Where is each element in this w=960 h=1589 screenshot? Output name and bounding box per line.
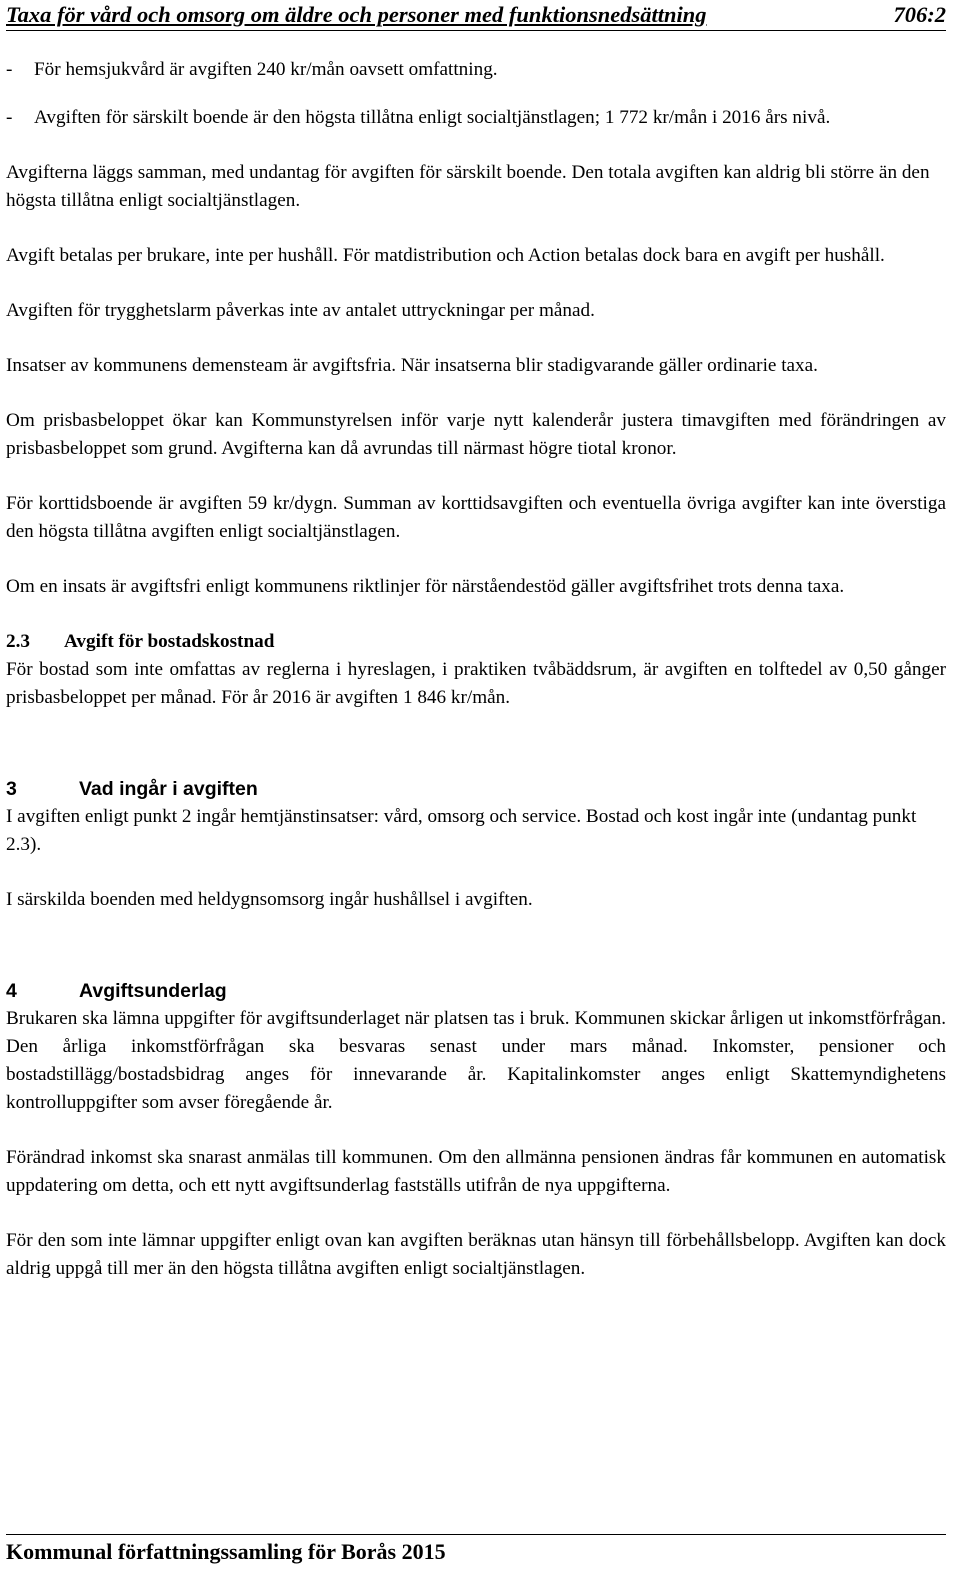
paragraph: Förändrad inkomst ska snarast anmälas till kommunen. Om den allmänna pensionen ändras får kommunen en automatisk uppdatering om detta, och ett nytt avgiftsunderlag fastställs utifrån de nya uppgifterna. bbox=[6, 1147, 946, 1196]
section-number: 3 bbox=[6, 778, 17, 800]
section-heading-3 bbox=[6, 775, 946, 803]
bullet-text: Avgiften för särskilt boende är den högsta tillåtna enligt socialtjänstlagen; 1 772 kr/mån i 2016 års nivå. bbox=[34, 107, 831, 128]
paragraph: Om prisbasbeloppet ökar kan Kommunstyrelsen inför varje nytt kalenderår justera timavgiften med förändringen av prisbasbeloppet som grund. Avgifterna kan då avrundas till närmast högre tiotal kronor. bbox=[6, 410, 946, 459]
page-footer bbox=[6, 1534, 946, 1565]
header-number: 706:2 bbox=[893, 2, 946, 27]
paragraph: I särskilda boenden med heldygnsomsorg ingår hushållsel i avgiften. bbox=[6, 889, 533, 910]
paragraph: Avgift betalas per brukare, inte per hushåll. För matdistribution och Action betalas dock bara en avgift per hushåll. bbox=[6, 245, 885, 266]
header-title: Taxa för vård och omsorg om äldre och personer med funktionsnedsättning bbox=[6, 2, 707, 27]
section-number: 2.3 bbox=[6, 631, 30, 652]
paragraph: I avgiften enligt punkt 2 ingår hemtjänstinsatser: vård, omsorg och service. Bostad och kost ingår inte (undantag punkt 2.3). bbox=[6, 806, 917, 855]
bullet-item bbox=[6, 104, 946, 132]
paragraph: Insatser av kommunens demensteam är avgiftsfria. När insatserna blir stadigvarande gäller ordinarie taxa. bbox=[6, 355, 818, 376]
section-heading-2-3 bbox=[6, 628, 946, 656]
paragraph: För bostad som inte omfattas av reglerna i hyreslagen, i praktiken tvåbäddsrum, är avgiften en tolftedel av 0,50 gånger prisbasbeloppet per månad. För år 2016 är avgiften 1 846 kr/mån. bbox=[6, 659, 946, 708]
bullet-text: För hemsjukvård är avgiften 240 kr/mån oavsett omfattning. bbox=[34, 59, 498, 80]
bullet-dash: - bbox=[6, 107, 13, 128]
document-body bbox=[6, 56, 946, 1310]
section-title: Avgiftsunderlag bbox=[79, 980, 227, 1002]
section-heading-4 bbox=[6, 977, 946, 1005]
page-header bbox=[6, 2, 946, 31]
section-title: Vad ingår i avgiften bbox=[79, 778, 258, 800]
footer-text: Kommunal författningssamling för Borås 2015 bbox=[6, 1539, 446, 1564]
bullet-dash: - bbox=[6, 59, 13, 80]
bullet-item bbox=[6, 56, 946, 84]
section-number: 4 bbox=[6, 980, 17, 1002]
paragraph: För den som inte lämnar uppgifter enligt ovan kan avgiften beräknas utan hänsyn till förbehållsbelopp. Avgiften kan dock aldrig uppgå till mer än den högsta tillåtna avgiften enligt socialtjänstlagen. bbox=[6, 1230, 946, 1279]
paragraph: För korttidsboende är avgiften 59 kr/dygn. Summan av korttidsavgiften och eventuella övriga avgifter kan inte överstiga den högsta tillåtna avgiften enligt socialtjänstlagen. bbox=[6, 493, 946, 542]
paragraph: Brukaren ska lämna uppgifter för avgiftsunderlaget när platsen tas i bruk. Kommunen skickar årligen ut inkomstförfrågan. Den årliga inkomstförfrågan ska besvaras senast under mars månad. Inkomster, pensioner och bostadstillägg/bostadsbidrag anges för innevarande år. Kapitalinkomster anges enligt Skattemyndighetens kontrolluppgifter som avser föregående år. bbox=[6, 1008, 946, 1113]
paragraph: Avgiften för trygghetslarm påverkas inte av antalet uttryckningar per månad. bbox=[6, 300, 595, 321]
section-title: Avgift för bostadskostnad bbox=[64, 631, 275, 652]
paragraph: Avgifterna läggs samman, med undantag för avgiften för särskilt boende. Den totala avgiften kan aldrig bli större än den högsta tillåtna enligt socialtjänstlagen. bbox=[6, 162, 930, 211]
paragraph: Om en insats är avgiftsfri enligt kommunens riktlinjer för närståendestöd gäller avgiftsfrihet trots denna taxa. bbox=[6, 576, 845, 597]
